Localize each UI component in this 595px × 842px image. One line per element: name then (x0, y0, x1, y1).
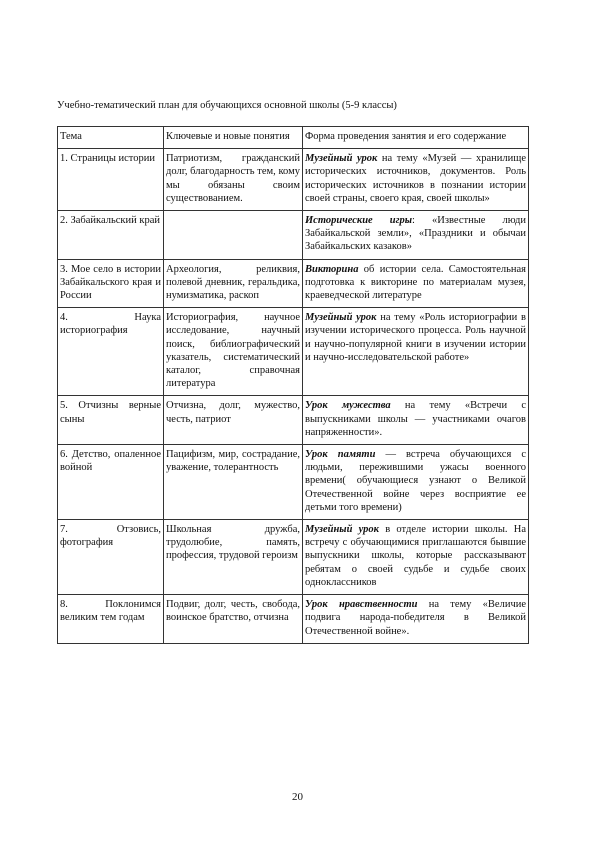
page-number: 20 (292, 791, 303, 803)
lesson-description: : «Известные люди Забайкальской земли», «Праздники и обычаи Забайкальских казаков» (305, 215, 527, 253)
header-form: Форма проведения занятия и его содержание (303, 127, 529, 149)
row-concepts: Историография, научное исследование, научный поиск, библиографический указатель, систематический каталог, справочная литература (164, 308, 303, 396)
header-theme: Тема (58, 127, 164, 149)
table-row (58, 149, 529, 211)
row-form (303, 520, 529, 595)
row-theme: 8. Поклонимся великим тем годам (58, 595, 164, 644)
lesson-type: Урок памяти (305, 449, 376, 461)
lesson-description: на тему «Роль историографии в изучении исторического процесса. Роль научной и научно-популярной книги в изучении истории и научно-исследовательской работе» (305, 312, 526, 363)
lesson-description: в отделе истории школы. На встречу с обучающимися приглашаются бывшие выпускники школы, которые рассказывают ребятам о своей судьбе и судьбе своих одноклассников (305, 524, 526, 588)
table-row (58, 595, 529, 644)
lesson-type: Урок нравственности (305, 599, 418, 611)
row-form (303, 259, 529, 308)
row-form (303, 595, 529, 644)
row-theme: 7. Отзовись, фотография (58, 520, 164, 595)
lesson-description: об истории села. Самостоятельная подготовка к викторине по материалам музея, краеведческой литературе (305, 263, 526, 302)
row-concepts: Отчизна, долг, мужество, честь, патриот (164, 396, 303, 445)
row-form (303, 445, 529, 520)
row-form (303, 396, 529, 445)
row-theme: 5. Отчизны верные сыны (58, 396, 164, 445)
table-row (58, 259, 529, 308)
header-concepts: Ключевые и новые понятия (164, 127, 303, 149)
lesson-type: Викторина (305, 263, 359, 275)
row-form (303, 149, 529, 211)
lesson-type: Музейный урок (305, 153, 378, 165)
table-row (58, 445, 529, 520)
lesson-type: Музейный урок (305, 524, 379, 536)
table-row (58, 308, 529, 396)
lesson-description: на тему «Величие подвига народа-победителя в Великой Отечественной войне». (305, 599, 527, 637)
lesson-description: на тему «Встречи с выпускниками школы — участниками очагов напряженности». (305, 400, 526, 438)
row-form (303, 308, 529, 396)
lesson-type: Урок мужества (305, 400, 391, 412)
row-concepts (164, 211, 303, 260)
lesson-type: Музейный урок (305, 312, 377, 324)
row-theme: 2. Забайкальский край (58, 211, 164, 260)
row-theme: 3. Мое село в истории Забайкальского края и России (58, 259, 164, 308)
table-header-row (58, 127, 529, 149)
curriculum-table (57, 126, 529, 644)
lesson-description: — встреча обучающихся с людьми, пережившими ужасы военного времени( обучающиеся узнают о Великой Отечественной войне через восприятие ее детьми того времени) (305, 449, 526, 513)
row-theme: 4. Наука историография (58, 308, 164, 396)
row-theme: 6. Детство, опаленное войной (58, 445, 164, 520)
table-row (58, 396, 529, 445)
row-theme: 1. Страницы истории (58, 149, 164, 211)
table-row (58, 211, 529, 260)
row-concepts: Патриотизм, гражданский долг, благодарность тем, кому мы обязаны своим существованием. (164, 149, 303, 211)
lesson-description: на тему «Музей — хранилище исторических источников, документов. Роль исторических источников в познании истории своей страны, своего края, своей школы» (305, 153, 526, 204)
row-concepts: Подвиг, долг, честь, свобода, воинское братство, отчизна (164, 595, 303, 644)
plan-title: Учебно-тематический план для обучающихся основной школы (5-9 классы) (57, 100, 397, 111)
row-concepts: Школьная дружба, трудолюбие, память, профессия, трудовой героизм (164, 520, 303, 595)
row-form (303, 211, 529, 260)
row-concepts: Археология, реликвия, полевой дневник, геральдика, нумизматика, раскоп (164, 259, 303, 308)
row-concepts: Пацифизм, мир, сострадание, уважение, толерантность (164, 445, 303, 520)
lesson-type: Исторические игры (305, 215, 413, 227)
table-row (58, 520, 529, 595)
